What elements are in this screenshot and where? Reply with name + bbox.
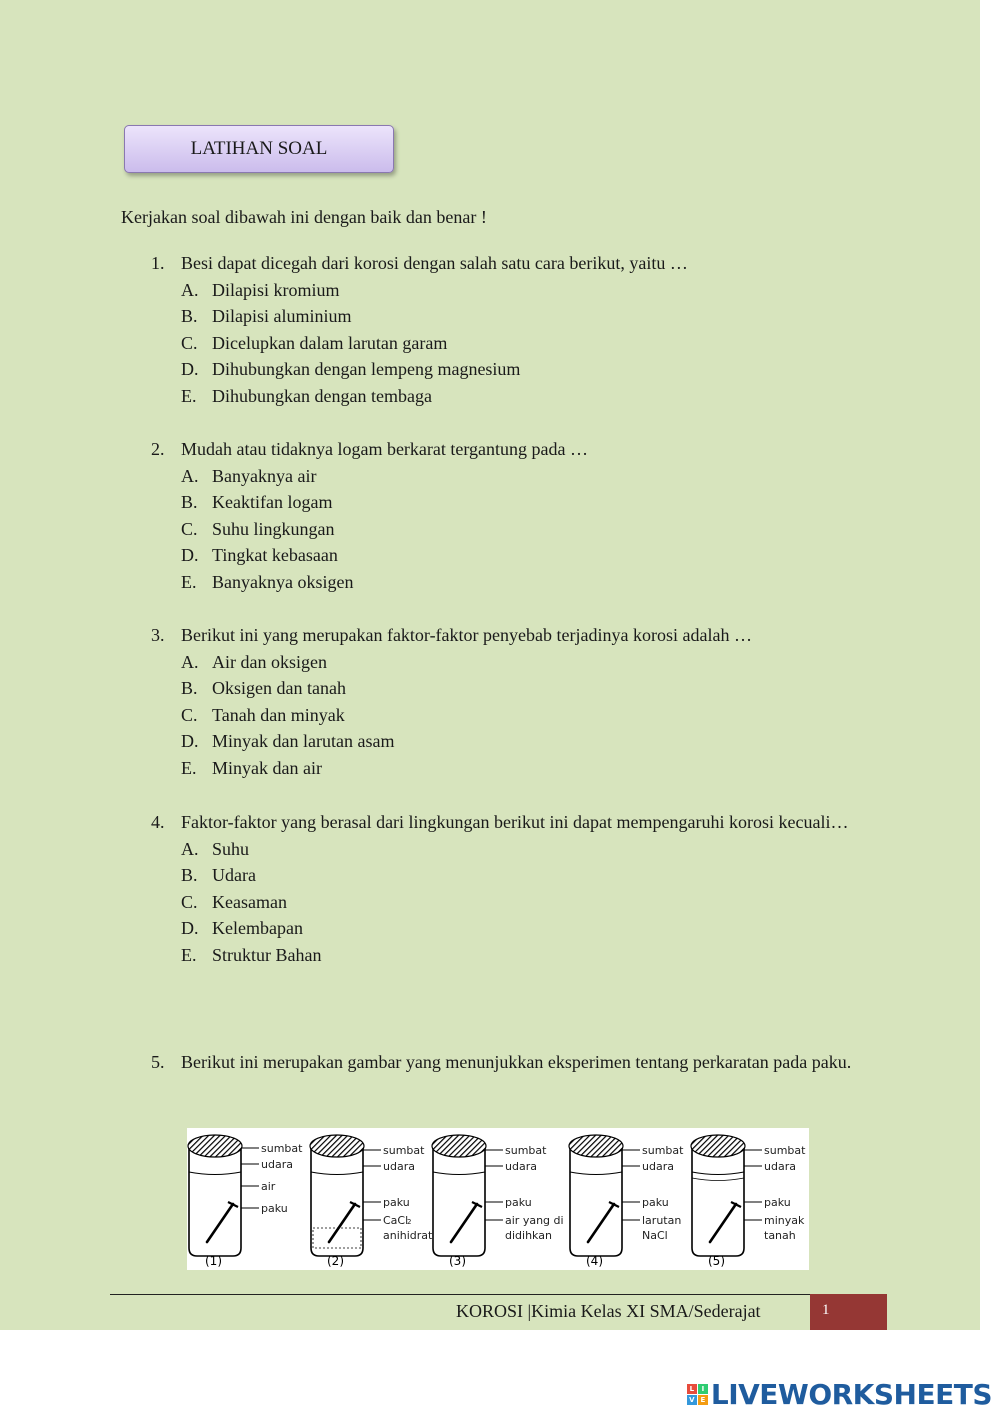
option-b[interactable] (181, 675, 879, 702)
option-text: Struktur Bahan (212, 944, 322, 965)
option-letter: E. (181, 944, 197, 965)
option-letter: C. (181, 704, 198, 725)
nail-icon (329, 1204, 355, 1242)
annotation-label: paku (642, 1196, 669, 1209)
logo-letter: V (687, 1395, 697, 1405)
oil-layer (692, 1178, 744, 1181)
option-e[interactable] (181, 755, 879, 782)
annotation-label: NaCl (642, 1229, 668, 1242)
option-text: Keasaman (212, 891, 287, 912)
question-5 (151, 1049, 879, 1076)
option-letter: B. (181, 678, 198, 699)
annotation-label: sumbat (764, 1144, 806, 1157)
option-letter: B. (181, 492, 198, 513)
option-letter: E. (181, 385, 197, 406)
annotation-label: sumbat (505, 1144, 547, 1157)
logo-letter: L (687, 1384, 697, 1394)
option-text: Minyak dan larutan asam (212, 731, 395, 752)
subscript-label: 2 (407, 1218, 412, 1226)
option-c[interactable] (181, 889, 879, 916)
annotation-label: sumbat (642, 1144, 684, 1157)
option-letter: D. (181, 918, 199, 939)
option-d[interactable] (181, 356, 879, 383)
experiment-figure-svg (187, 1128, 809, 1270)
page-number-badge (810, 1294, 887, 1330)
test-tube-4 (569, 1135, 684, 1268)
nail-icon (207, 1204, 233, 1242)
nail-icon (710, 1204, 736, 1242)
annotation-label: paku (505, 1196, 532, 1209)
liveworksheets-logo[interactable] (687, 1376, 992, 1412)
option-letter: D. (181, 359, 199, 380)
option-c[interactable] (181, 702, 879, 729)
question-stem: Berikut ini yang merupakan faktor-faktor penyebab terjadinya korosi adalah … (181, 625, 752, 645)
question-number: 3. (151, 625, 165, 645)
annotation-label: paku (764, 1196, 791, 1209)
page-number: 1 (822, 1302, 830, 1318)
option-a[interactable] (181, 277, 879, 304)
option-text: Air dan oksigen (212, 651, 327, 672)
question-number: 2. (151, 439, 165, 459)
liquid-surface (433, 1172, 485, 1175)
logo-letter: I (698, 1384, 708, 1394)
tube-label: (5) (708, 1254, 725, 1268)
option-letter: A. (181, 838, 199, 859)
annotation-label: paku (383, 1196, 410, 1209)
annotation-label: air (261, 1180, 276, 1193)
stopper-icon (188, 1135, 242, 1157)
option-e[interactable] (181, 383, 879, 410)
test-tube-3 (432, 1135, 564, 1268)
test-tube-5 (691, 1135, 806, 1268)
option-c[interactable] (181, 516, 879, 543)
annotation-label: didihkan (505, 1229, 552, 1242)
experiment-figure (187, 1128, 809, 1270)
instruction-text: Kerjakan soal dibawah ini dengan baik dan benar ! (121, 207, 487, 227)
nail-icon (588, 1204, 614, 1242)
liquid-surface (311, 1172, 363, 1175)
annotation-label: udara (383, 1160, 415, 1173)
test-tube-2 (310, 1135, 433, 1268)
annotation-label: paku (261, 1202, 288, 1215)
option-letter: C. (181, 518, 198, 539)
option-letter: A. (181, 651, 199, 672)
stopper-icon (310, 1135, 364, 1157)
brand-name: LIVEWORKSHEETS (710, 1377, 992, 1411)
option-a[interactable] (181, 463, 879, 490)
option-list (181, 463, 879, 596)
annotation-label: sumbat (261, 1142, 303, 1155)
option-c[interactable] (181, 330, 879, 357)
tube-label: (3) (449, 1254, 466, 1268)
liquid-surface (692, 1172, 744, 1175)
tube-glass (189, 1148, 241, 1256)
logo-mark-icon (687, 1384, 708, 1405)
tube-label: (1) (205, 1254, 222, 1268)
test-tube-1 (188, 1135, 303, 1268)
option-text: Suhu (212, 838, 250, 859)
question-1 (151, 250, 879, 410)
option-text: Suhu lingkungan (212, 518, 335, 539)
annotation-label: tanah (764, 1229, 796, 1242)
option-b[interactable] (181, 303, 879, 330)
option-text: Oksigen dan tanah (212, 678, 346, 699)
nail-icon (451, 1204, 477, 1242)
option-text: Dilapisi kromium (212, 279, 340, 300)
footer-divider (110, 1294, 810, 1295)
annotation-label: udara (642, 1160, 674, 1173)
option-text: Dihubungkan dengan tembaga (212, 385, 432, 406)
question-3 (151, 622, 879, 782)
option-list (181, 277, 879, 410)
title-box (124, 125, 394, 173)
annotation-label: air yang di (505, 1214, 564, 1227)
annotation-label: udara (505, 1160, 537, 1173)
annotation-label: anihidrat (383, 1229, 433, 1242)
tube-glass (433, 1148, 485, 1256)
option-text: Dicelupkan dalam larutan garam (212, 332, 448, 353)
logo-letter: E (698, 1395, 708, 1405)
option-text: Tingkat kebasaan (212, 545, 338, 566)
tube-glass (570, 1148, 622, 1256)
question-number: 1. (151, 253, 165, 273)
question-number: 5. (151, 1052, 165, 1072)
question-stem: Berikut ini merupakan gambar yang menunjukkan eksperimen tentang perkaratan pada paku. (181, 1052, 852, 1072)
question-stem: Besi dapat dicegah dari korosi dengan salah satu cara berikut, yaitu … (181, 253, 688, 273)
option-list (181, 836, 879, 969)
annotation-label: udara (261, 1158, 293, 1171)
option-e[interactable] (181, 942, 879, 969)
option-letter: A. (181, 465, 199, 486)
option-b[interactable] (181, 489, 879, 516)
option-d[interactable] (181, 915, 879, 942)
option-b[interactable] (181, 862, 879, 889)
stopper-icon (569, 1135, 623, 1157)
option-text: Keaktifan logam (212, 492, 333, 513)
option-e[interactable] (181, 569, 879, 596)
option-a[interactable] (181, 649, 879, 676)
option-letter: B. (181, 306, 198, 327)
annotation-label: CaCl (383, 1214, 409, 1227)
tube-glass (692, 1148, 744, 1256)
option-letter: D. (181, 545, 199, 566)
option-letter: B. (181, 865, 198, 886)
tube-label: (2) (327, 1254, 344, 1268)
question-2 (151, 436, 879, 596)
question-4 (151, 809, 879, 969)
option-text: Kelembapan (212, 918, 303, 939)
option-text: Minyak dan air (212, 757, 322, 778)
footer-text: KOROSI |Kimia Kelas XI SMA/Sederajat (456, 1301, 761, 1321)
option-text: Banyaknya air (212, 465, 317, 486)
option-text: Tanah dan minyak (212, 704, 345, 725)
option-letter: C. (181, 332, 198, 353)
tube-label: (4) (586, 1254, 603, 1268)
annotation-label: udara (764, 1160, 796, 1173)
question-number: 4. (151, 812, 165, 832)
question-stem: Mudah atau tidaknya logam berkarat tergantung pada … (181, 439, 589, 459)
stopper-icon (432, 1135, 486, 1157)
liquid-surface (570, 1172, 622, 1175)
option-text: Dihubungkan dengan lempeng magnesium (212, 359, 521, 380)
option-letter: C. (181, 891, 198, 912)
option-text: Dilapisi aluminium (212, 306, 352, 327)
question-stem: Faktor-faktor yang berasal dari lingkungan berikut ini dapat mempengaruhi korosi kecuali… (181, 812, 849, 832)
annotation-label: sumbat (383, 1144, 425, 1157)
option-text: Banyaknya oksigen (212, 571, 354, 592)
option-d[interactable] (181, 542, 879, 569)
stopper-icon (691, 1135, 745, 1157)
option-text: Udara (212, 865, 256, 886)
annotation-label: larutan (642, 1214, 682, 1227)
option-letter: E. (181, 757, 197, 778)
liquid-surface (189, 1172, 241, 1175)
option-list (181, 649, 879, 782)
annotation-label: minyak (764, 1214, 805, 1227)
option-letter: A. (181, 279, 199, 300)
option-letter: E. (181, 571, 197, 592)
option-d[interactable] (181, 728, 879, 755)
tube-glass (311, 1148, 363, 1256)
page-title: LATIHAN SOAL (190, 138, 328, 159)
option-a[interactable] (181, 836, 879, 863)
option-letter: D. (181, 731, 199, 752)
